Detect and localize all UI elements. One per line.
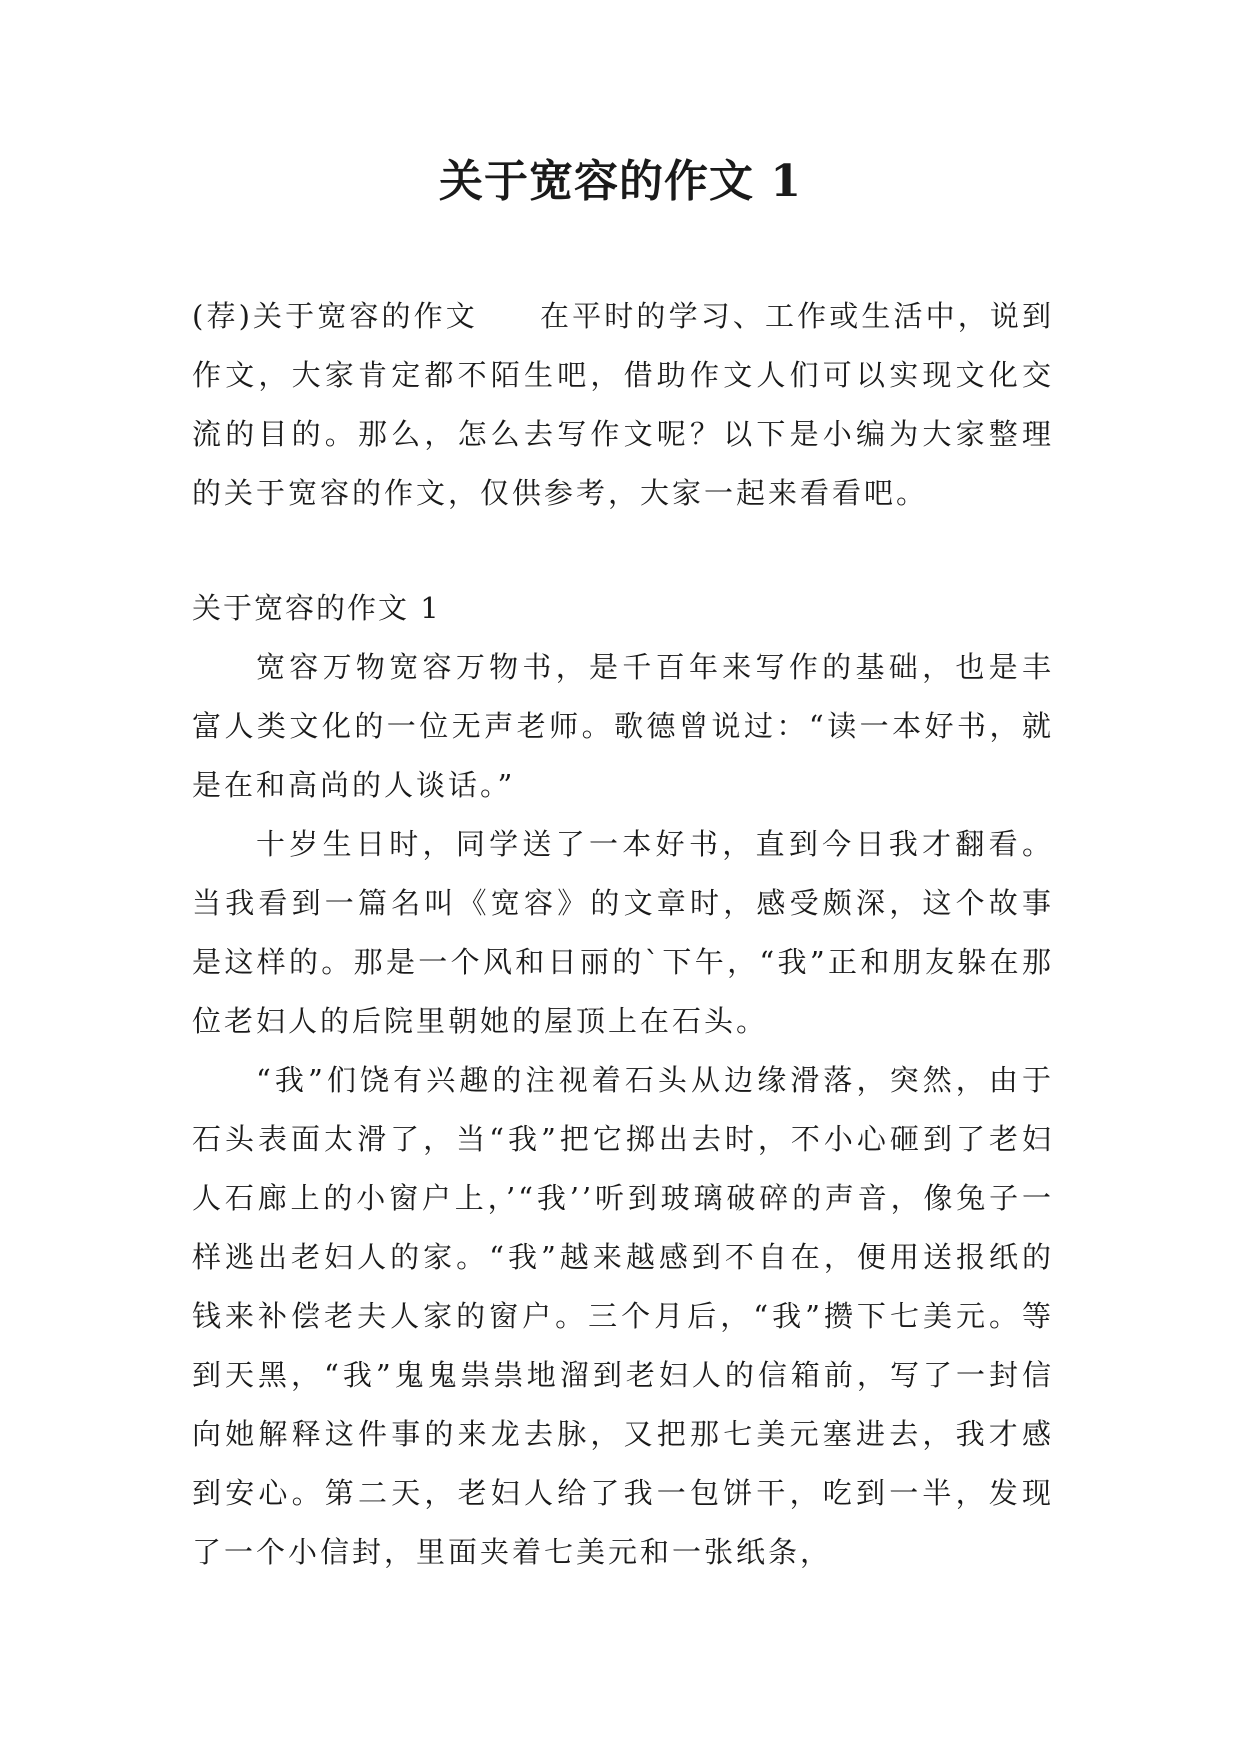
essay-paragraph: 宽容万物宽容万物书，是千百年来写作的基础，也是丰富人类文化的一位无声老师。歌德曾说过：“读一本好书，就是在和高尚的人谈话。” bbox=[192, 650, 1054, 802]
intro-prefix: (荐)关于宽容的作文 bbox=[192, 299, 478, 333]
essay-body bbox=[192, 638, 1054, 1582]
essay-paragraph: 十岁生日时，同学送了一本好书，直到今日我才翻看。当我看到一篇名叫《宽容》的文章时，感受颇深，这个故事是这样的。那是一个风和日丽的`下午，“我”正和朋友躲在那位老妇人的后院里朝她的屋顶上在石头。 bbox=[192, 827, 1054, 1038]
document-title: 关于宽容的作文 1 bbox=[439, 156, 802, 207]
section-heading: 关于宽容的作文 1 bbox=[192, 591, 441, 625]
intro-paragraph bbox=[192, 287, 1054, 523]
intro-text: 在平时的学习、工作或生活中，说到作文，大家肯定都不陌生吧，借助作文人们可以实现文化交流的目的。那么，怎么去写作文呢？以下是小编为大家整理的关于宽容的作文，仅供参考，大家一起来看看吧。 bbox=[192, 299, 1054, 510]
essay-paragraph: “我”们饶有兴趣的注视着石头从边缘滑落，突然，由于石头表面太滑了，当“我”把它掷出去时，不小心砸到了老妇人石廊上的小窗户上，’“我’’听到玻璃破碎的声音，像兔子一样逃出老妇人的家。“我”越来越感到不自在，便用送报纸的钱来补偿老夫人家的窗户。三个月后，“我”攒下七美元。等到天黑，“我”鬼鬼祟祟地溜到老妇人的信箱前，写了一封信向她解释这件事的来龙去脉，又把那七美元塞进去，我才感到安心。第二天，老妇人给了我一包饼干，吃到一半，发现了一个小信封，里面夹着七美元和一张纸条， bbox=[192, 1063, 1054, 1569]
